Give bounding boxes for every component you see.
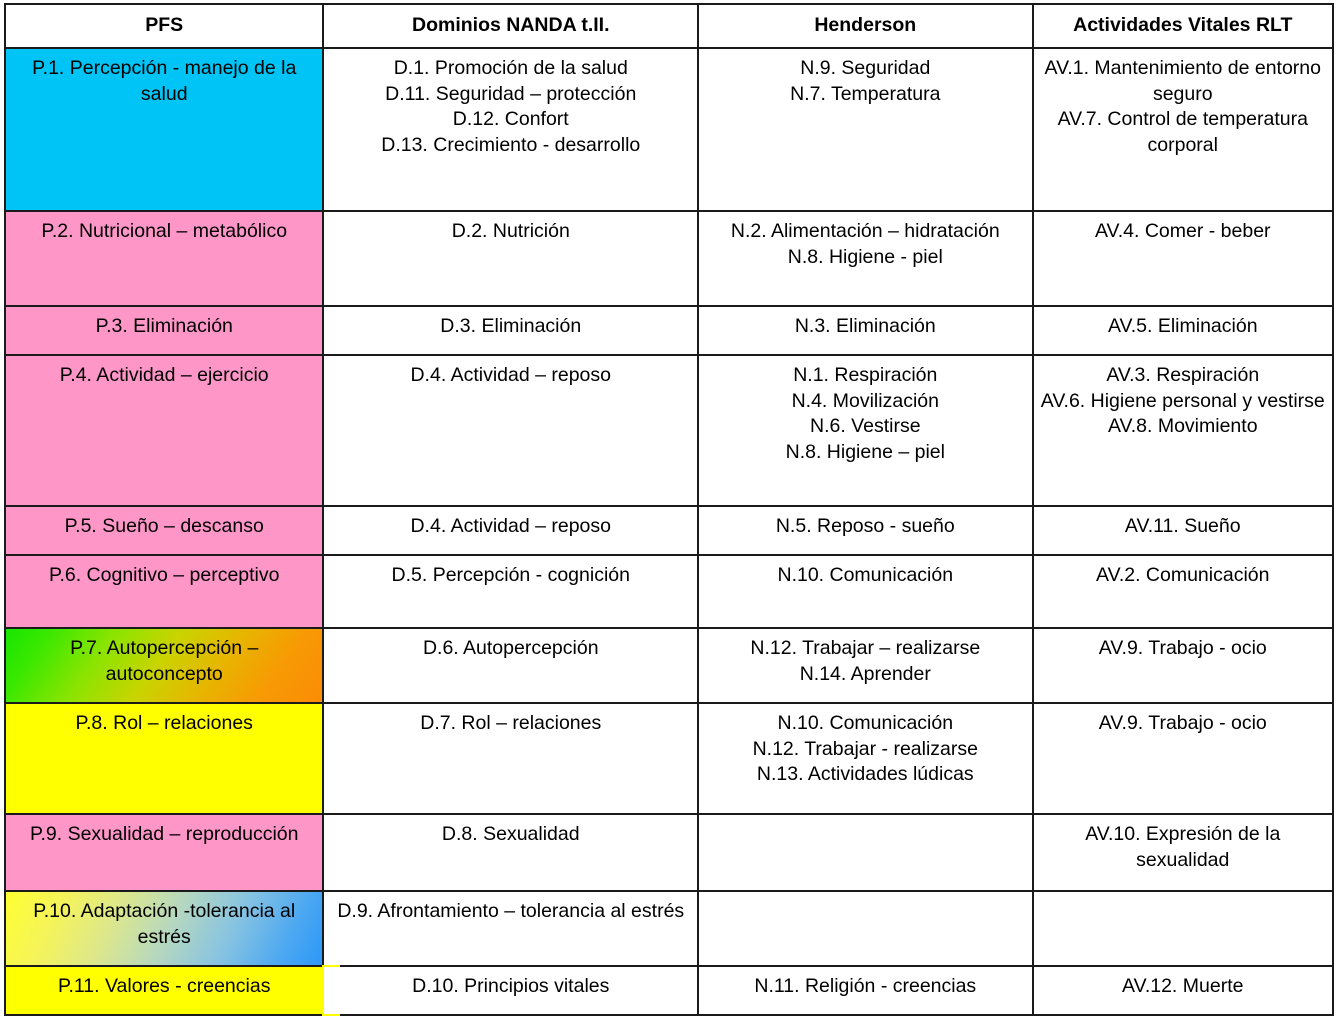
cell-text-line: N.9. Seguridad (800, 57, 931, 79)
cell-lines-rlt-6 (1040, 563, 1326, 589)
cell-text-line: P.7. Autopercepción – autoconcepto (70, 637, 259, 685)
table-row (5, 628, 1333, 703)
cell-lines-pfs-3 (12, 314, 316, 340)
cell-text-line: D.8. Sexualidad (441, 823, 580, 845)
cell-lines-pfs-8 (12, 711, 316, 737)
cell-lines-rlt-7 (1040, 636, 1326, 662)
cell-lines-pfs-2 (12, 219, 316, 245)
cell-rlt (1033, 966, 1333, 1015)
cell-text-line: AV.10. Expresión de la sexualidad (1085, 823, 1281, 871)
cell-rlt (1033, 211, 1333, 306)
cell-text-line: N.1. Respiración (793, 364, 938, 386)
cell-text-line: D.4. Actividad – reposo (410, 515, 612, 537)
cell-text-line: N.10. Comunicación (777, 564, 954, 586)
cell-lines-pfs-4 (12, 363, 316, 389)
cell-text-line: AV.12. Muerte (1122, 975, 1244, 997)
cell-pfs (5, 555, 323, 628)
table-row (5, 306, 1333, 355)
cell-text-line: N.2. Alimentación – hidratación (730, 220, 1000, 242)
cell-pfs (5, 966, 323, 1015)
cell-pfs (5, 814, 323, 891)
cell-nanda (323, 628, 698, 703)
cell-nanda (323, 703, 698, 814)
cell-henderson (698, 628, 1033, 703)
cell-text-line: N.6. Vestirse (810, 415, 921, 438)
cell-text-line: D.12. Confort (452, 108, 569, 131)
table-sheet (0, 3, 1338, 997)
cell-text-line: AV.8. Movimiento (1107, 415, 1258, 438)
cell-lines-rlt-5 (1040, 514, 1326, 540)
table-row (5, 211, 1333, 306)
cell-text-line: N.8. Higiene - piel (787, 245, 943, 268)
cell-pfs (5, 48, 323, 211)
cell-lines-pfs-6 (12, 563, 316, 589)
cell-text-line: N.7. Temperatura (790, 82, 941, 105)
cell-pfs (5, 628, 323, 703)
cell-text-line: P.1. Percepción - manejo de la salud (32, 57, 297, 105)
cell-lines-nanda-2 (330, 219, 691, 245)
table-row (5, 506, 1333, 555)
table-row (5, 555, 1333, 628)
cell-lines-nanda-9 (330, 822, 691, 848)
cell-text-line: P.4. Actividad – ejercicio (59, 364, 269, 386)
column-header-nanda: Dominios NANDA t.II. (323, 4, 698, 48)
cell-text-line: N.10. Comunicación (777, 712, 954, 734)
cell-text-line: D.6. Autopercepción (422, 637, 599, 659)
table-row (5, 48, 1333, 211)
cell-pfs (5, 506, 323, 555)
cell-text-line: AV.2. Comunicación (1096, 564, 1270, 586)
cell-lines-nanda-5 (330, 514, 691, 540)
cell-text-line: P.8. Rol – relaciones (75, 712, 253, 734)
cell-lines-rlt-8 (1040, 711, 1326, 737)
cell-text-line: P.3. Eliminación (95, 315, 233, 337)
column-header-pfs: PFS (5, 4, 323, 48)
cell-lines-henderson-8 (705, 711, 1026, 788)
cell-nanda (323, 506, 698, 555)
cell-rlt (1033, 703, 1333, 814)
cell-text-line: N.4. Movilización (791, 389, 939, 412)
cell-lines-pfs-7 (12, 636, 316, 687)
cell-text-line: N.3. Eliminación (794, 315, 936, 337)
cell-lines-pfs-1 (12, 56, 316, 107)
cell-text-line: D.2. Nutrición (451, 220, 570, 242)
cell-lines-rlt-9 (1040, 822, 1326, 873)
cell-pfs (5, 355, 323, 506)
cell-henderson (698, 506, 1033, 555)
cell-henderson (698, 306, 1033, 355)
cell-text-line: D.7. Rol – relaciones (420, 712, 602, 734)
cell-rlt (1033, 628, 1333, 703)
cell-lines-henderson-4 (705, 363, 1026, 466)
cell-lines-nanda-1 (330, 56, 691, 159)
table-row (5, 814, 1333, 891)
cell-nanda (323, 814, 698, 891)
cell-text-line: P.11. Valores - creencias (58, 975, 271, 997)
cell-pfs (5, 891, 323, 966)
cell-henderson (698, 891, 1033, 966)
table-row (5, 355, 1333, 506)
cell-nanda (323, 555, 698, 628)
cell-lines-nanda-11 (330, 974, 691, 1000)
cell-text-line: D.10. Principios vitales (412, 975, 610, 997)
column-header-rlt: Actividades Vitales RLT (1033, 4, 1333, 48)
cell-text-line: D.13. Crecimiento - desarrollo (381, 134, 641, 157)
cell-text-line: P.2. Nutricional – metabólico (41, 220, 288, 242)
cell-text-line: N.5. Reposo - sueño (775, 515, 955, 537)
cell-lines-henderson-3 (705, 314, 1026, 340)
cell-henderson (698, 355, 1033, 506)
cell-pfs (5, 211, 323, 306)
cell-text-line: P.6. Cognitivo – perceptivo (48, 564, 280, 586)
cell-lines-nanda-4 (330, 363, 691, 389)
cell-text-line: D.11. Seguridad – protección (385, 82, 637, 105)
cell-rlt (1033, 891, 1333, 966)
cell-henderson (698, 814, 1033, 891)
cell-text-line: AV.5. Eliminación (1107, 315, 1258, 337)
cell-text-line: D.4. Actividad – reposo (410, 364, 612, 386)
column-header-henderson: Henderson (698, 4, 1033, 48)
cell-nanda (323, 306, 698, 355)
cell-text-line: AV.4. Comer - beber (1094, 220, 1271, 242)
cell-lines-pfs-9 (12, 822, 316, 848)
cell-lines-nanda-3 (330, 314, 691, 340)
cell-lines-pfs-5 (12, 514, 316, 540)
cell-text-line: N.13. Actividades lúdicas (756, 763, 974, 786)
cell-text-line: N.14. Aprender (799, 662, 931, 685)
cell-text-line: D.5. Percepción - cognición (391, 564, 630, 586)
cell-henderson (698, 48, 1033, 211)
cell-lines-rlt-2 (1040, 219, 1326, 245)
table-row (5, 703, 1333, 814)
cell-nanda (323, 966, 698, 1015)
cell-text-line: AV.9. Trabajo - ocio (1098, 637, 1267, 659)
cell-rlt (1033, 506, 1333, 555)
cell-rlt (1033, 48, 1333, 211)
cell-rlt (1033, 555, 1333, 628)
cell-text-line: AV.11. Sueño (1124, 515, 1241, 537)
cell-text-line: D.3. Eliminación (440, 315, 582, 337)
cell-text-line: N.8. Higiene – piel (785, 441, 945, 464)
table-header-row (5, 4, 1333, 48)
cell-lines-nanda-8 (330, 711, 691, 737)
cell-lines-henderson-11 (705, 974, 1026, 1000)
cell-text-line: P.9. Sexualidad – reproducción (29, 823, 299, 845)
cell-text-line: N.11. Religión - creencias (754, 975, 977, 997)
cell-text-line: AV.6. Higiene personal y vestirse (1040, 389, 1325, 412)
cell-lines-henderson-1 (705, 56, 1026, 107)
cell-text-line: N.12. Trabajar – realizarse (750, 637, 981, 659)
cell-lines-henderson-2 (705, 219, 1026, 270)
cell-lines-henderson-7 (705, 636, 1026, 687)
cell-nanda (323, 211, 698, 306)
cell-lines-rlt-1 (1040, 56, 1326, 159)
cell-lines-pfs-11 (12, 974, 316, 1000)
cell-text-line: P.10. Adaptación -tolerancia al estrés (33, 900, 296, 948)
cell-henderson (698, 211, 1033, 306)
cell-lines-pfs-10 (12, 899, 316, 950)
pfs-correspondence-table (4, 3, 1334, 1016)
cell-lines-henderson-6 (705, 563, 1026, 589)
cell-text-line: AV.3. Respiración (1106, 364, 1260, 386)
table-row (5, 891, 1333, 966)
cell-text-line: P.5. Sueño – descanso (64, 515, 264, 537)
cell-pfs (5, 703, 323, 814)
cell-rlt (1033, 814, 1333, 891)
cell-lines-rlt-4 (1040, 363, 1326, 440)
cell-lines-nanda-7 (330, 636, 691, 662)
cell-text-line: D.9. Afrontamiento – tolerancia al estrés (337, 900, 685, 922)
table-row (5, 966, 1333, 1015)
cell-text-line: AV.1. Mantenimiento de entorno seguro (1044, 57, 1321, 105)
cell-henderson (698, 555, 1033, 628)
cell-henderson (698, 966, 1033, 1015)
cell-pfs (5, 306, 323, 355)
cell-henderson (698, 703, 1033, 814)
cell-text-line: AV.9. Trabajo - ocio (1098, 712, 1267, 734)
cell-lines-rlt-3 (1040, 314, 1326, 340)
cell-lines-nanda-6 (330, 563, 691, 589)
cell-nanda (323, 891, 698, 966)
cell-nanda (323, 48, 698, 211)
cell-rlt (1033, 306, 1333, 355)
cell-text-line: N.12. Trabajar - realizarse (752, 737, 978, 760)
cell-nanda (323, 355, 698, 506)
cell-rlt (1033, 355, 1333, 506)
cell-lines-rlt-11 (1040, 974, 1326, 1000)
cell-text-line: AV.7. Control de temperatura corporal (1057, 108, 1308, 157)
cell-lines-nanda-10 (330, 899, 691, 925)
cell-text-line: D.1. Promoción de la salud (393, 57, 628, 79)
cell-lines-henderson-5 (705, 514, 1026, 540)
